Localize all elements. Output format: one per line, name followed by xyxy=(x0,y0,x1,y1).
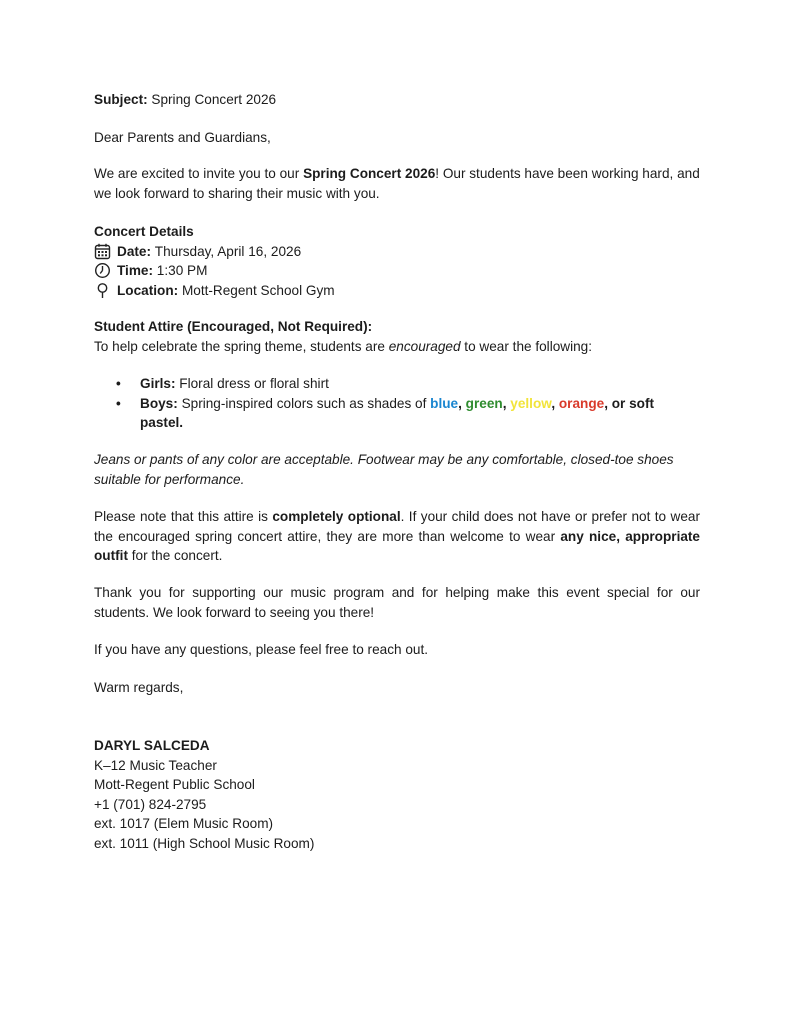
location-value: Mott-Regent School Gym xyxy=(181,282,335,298)
subject-line xyxy=(94,90,700,110)
signature-school: Mott-Regent Public School xyxy=(94,777,255,792)
boys-text: Spring-inspired colors such as shades of xyxy=(181,395,431,411)
attire-section xyxy=(94,317,700,356)
optional-emphasis: completely optional xyxy=(272,509,401,524)
intro-event: Spring Concert 2026 xyxy=(303,166,436,181)
detail-time xyxy=(94,261,700,281)
girls-label: Girls: xyxy=(140,376,176,391)
intro-pre: We are excited to invite you to our xyxy=(94,166,304,181)
greeting: Dear Parents and Guardians, xyxy=(94,130,271,145)
color-yellow: yellow xyxy=(510,395,552,411)
subject-label: Subject: xyxy=(94,92,148,107)
signature-phone: +1 (701) 824-2795 xyxy=(94,796,207,812)
signature-block xyxy=(94,736,700,853)
intro-post: ! Our students have been working hard, and we look forward to sharing their music with you. xyxy=(94,166,700,201)
questions-paragraph: If you have any questions, please feel free to reach out. xyxy=(94,642,429,657)
attire-intro: To help celebrate the spring theme, students are encouraged to wear the following: xyxy=(94,338,593,354)
outfit-emphasis: any nice, appropriate outfit xyxy=(94,528,700,563)
detail-date xyxy=(94,242,700,262)
attire-note: Jeans or pants of any color are acceptable. Footwear may be any comfortable, closed-toe shoes suitable for performance. xyxy=(94,452,674,487)
time-value: 1:30 PM xyxy=(156,263,208,278)
clock-icon xyxy=(94,262,111,279)
boys-label: Boys: xyxy=(140,395,178,411)
concert-details xyxy=(94,222,700,300)
attire-emphasis: encouraged xyxy=(388,338,461,354)
signature-ext2: ext. 1011 (High School Music Room) xyxy=(94,835,315,851)
location-label: Location: xyxy=(117,282,179,298)
date-value: Thursday, April 16, 2026 xyxy=(154,243,302,259)
closing: Warm regards, xyxy=(94,680,184,695)
bullet: • xyxy=(116,395,121,411)
optional-paragraph: Please note that this attire is completely optional. If your child does not have or prefer not to wear the encouraged spring concert attire, they are more than welcome to wear any nice, appropriate outfit for the concert. xyxy=(94,509,700,563)
signature-name: DARYL SALCEDA xyxy=(94,738,210,753)
attire-heading: Student Attire (Encouraged, Not Required): xyxy=(94,319,373,334)
detail-location xyxy=(94,281,700,301)
thanks-paragraph: Thank you for supporting our music program and for helping make this event special for our students. We look forward to seeing you there! xyxy=(94,585,700,620)
signature-ext1: ext. 1017 (Elem Music Room) xyxy=(94,816,274,831)
bullet: • xyxy=(116,376,121,391)
attire-list xyxy=(94,374,700,433)
list-item: • Boys: Spring-inspired colors such as shades of blue, green, yellow, orange, or soft pastel. xyxy=(116,395,655,430)
signature-title: K–12 Music Teacher xyxy=(94,757,217,773)
time-label: Time: xyxy=(117,263,154,278)
boys-tail: , or soft pastel. xyxy=(140,395,655,430)
color-green: green xyxy=(465,395,503,411)
subject-value: Spring Concert 2026 xyxy=(151,92,277,107)
date-label: Date: xyxy=(117,243,151,259)
details-heading: Concert Details xyxy=(94,224,194,239)
color-blue: blue xyxy=(430,395,459,411)
pin-icon xyxy=(94,282,111,299)
list-item xyxy=(94,374,700,394)
girls-text: Floral dress or floral shirt xyxy=(179,376,329,391)
intro-paragraph xyxy=(94,164,700,203)
calendar-icon xyxy=(94,243,111,260)
color-orange: orange xyxy=(558,395,605,411)
